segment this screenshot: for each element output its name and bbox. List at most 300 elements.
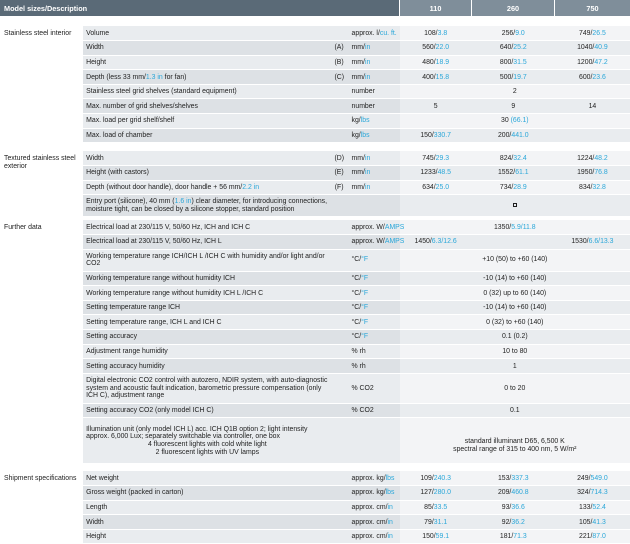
metric-value: % CO2 xyxy=(351,407,374,415)
metric-value: 745/ xyxy=(422,154,436,162)
spec-row xyxy=(0,271,630,286)
dimension-reference xyxy=(332,128,350,143)
unit xyxy=(350,180,400,195)
value-all-models xyxy=(400,359,630,374)
unit xyxy=(350,166,400,181)
imperial-value: lbs xyxy=(385,474,395,482)
value-model-750 xyxy=(555,166,630,181)
spec-row xyxy=(0,151,630,166)
row-description xyxy=(83,515,331,530)
imperial-value: °F xyxy=(361,274,369,282)
metric-value: 1530/ xyxy=(571,238,589,246)
value-model-750 xyxy=(555,515,630,530)
metric-value: 734/ xyxy=(499,183,514,191)
value-model-110 xyxy=(400,235,472,250)
value-model-750 xyxy=(555,500,630,515)
value-all-models xyxy=(400,114,630,129)
imperial-value: 31.1 xyxy=(433,518,448,526)
spec-row xyxy=(0,70,630,85)
value-model-750 xyxy=(555,26,630,41)
spec-row xyxy=(0,235,630,250)
dimension-reference xyxy=(332,373,350,403)
dimension-reference: (A) xyxy=(332,41,350,56)
value-all-models xyxy=(400,330,630,345)
dimension-reference xyxy=(332,195,350,217)
imperial-value: 33.5 xyxy=(433,503,448,511)
dimension-reference xyxy=(332,220,350,235)
metric-value: 93/ xyxy=(501,503,512,511)
imperial-value: 5.9/11.8 xyxy=(511,223,536,231)
metric-value: 249/ xyxy=(577,474,591,482)
value-all-models xyxy=(400,315,630,330)
value-all-models xyxy=(400,344,630,359)
imperial-value: °F xyxy=(361,256,369,264)
metric-value: Stainless steel grid shelves (standard equipment) xyxy=(86,88,237,96)
unit xyxy=(350,128,400,143)
spec-row xyxy=(0,486,630,501)
metric-value: mm/ xyxy=(351,154,365,162)
imperial-value: lbs xyxy=(360,117,370,125)
metric-value: approx. cm/ xyxy=(351,518,388,526)
dimension-reference: (C) xyxy=(332,70,350,85)
value-model-110 xyxy=(400,128,472,143)
imperial-value: AMPS xyxy=(384,223,405,231)
imperial-value: 2.2 in xyxy=(242,183,260,191)
imperial-value: 3.8 xyxy=(437,29,448,37)
imperial-value: 47.2 xyxy=(594,58,608,66)
header-title: Model sizes/Description xyxy=(0,0,400,16)
spec-row xyxy=(0,500,630,515)
dimension-reference xyxy=(332,26,350,41)
value-model-110 xyxy=(400,486,472,501)
metric-value: 133/ xyxy=(579,503,593,511)
metric-value: °C/ xyxy=(351,289,362,297)
metric-value: mm/ xyxy=(351,169,365,177)
imperial-value: 23.6 xyxy=(592,73,606,81)
metric-value: 1233/ xyxy=(420,169,438,177)
imperial-value: °F xyxy=(361,333,369,341)
metric-value: 1200/ xyxy=(577,58,595,66)
table-header xyxy=(0,0,630,16)
row-description xyxy=(83,151,331,166)
metric-value: 127/ xyxy=(420,489,434,497)
metric-value: 400/ xyxy=(422,73,436,81)
imperial-value: 460.8 xyxy=(511,489,529,497)
unit xyxy=(350,403,400,418)
metric-value: mm/ xyxy=(351,58,365,66)
imperial-value: 76.8 xyxy=(594,169,608,177)
metric-value: 5 xyxy=(433,102,438,110)
row-description xyxy=(83,271,331,286)
dimension-reference: (F) xyxy=(332,180,350,195)
spec-row xyxy=(0,403,630,418)
value-model-260 xyxy=(472,529,555,544)
model-750: 750 xyxy=(555,0,630,16)
unit xyxy=(350,330,400,345)
imperial-value: in xyxy=(387,533,393,541)
imperial-value: 52.4 xyxy=(592,503,606,511)
imperial-value: (66.1) xyxy=(510,117,529,125)
row-description xyxy=(83,471,331,486)
value-model-260 xyxy=(472,41,555,56)
metric-value: 1450/ xyxy=(414,238,432,246)
spec-row xyxy=(0,114,630,129)
unit xyxy=(350,529,400,544)
section-stainless xyxy=(0,26,630,143)
row-description xyxy=(83,344,331,359)
spec-row xyxy=(0,249,630,271)
spec-row xyxy=(0,220,630,235)
spec-row xyxy=(0,300,630,315)
model-110: 110 xyxy=(400,0,472,16)
metric-value: 749/ xyxy=(579,29,593,37)
metric-value: % CO2 xyxy=(351,384,374,392)
unit xyxy=(350,235,405,250)
imperial-value: 25.0 xyxy=(435,183,450,191)
value-model-110 xyxy=(400,99,472,114)
spec-row xyxy=(0,41,630,56)
imperial-value: 40.9 xyxy=(594,44,608,52)
metric-value: Electrical load at 230/115 V, 50/60 Hz, ICH and ICH C xyxy=(86,223,251,231)
spec-row xyxy=(0,418,630,464)
value-model-110 xyxy=(400,151,472,166)
dimension-reference xyxy=(332,344,350,359)
section-textured xyxy=(0,151,630,217)
row-description xyxy=(83,235,331,250)
dimension-reference xyxy=(332,403,350,418)
imperial-value: 59.1 xyxy=(435,533,450,541)
dimension-reference: (D) xyxy=(332,151,350,166)
metric-value: 0.1 (0.2) xyxy=(501,333,528,341)
value-model-260 xyxy=(472,151,555,166)
metric-value: Setting accuracy xyxy=(86,333,138,341)
imperial-value: 1.6 in xyxy=(174,198,192,206)
row-description xyxy=(83,220,331,235)
unit xyxy=(350,418,400,464)
imperial-value: 32.4 xyxy=(513,154,527,162)
row-description xyxy=(83,359,331,374)
section-shipment xyxy=(0,471,630,544)
imperial-value: 87.0 xyxy=(592,533,606,541)
row-description xyxy=(83,180,331,195)
metric-value: 834/ xyxy=(579,183,593,191)
imperial-value: 26.5 xyxy=(592,29,606,37)
value-model-260 xyxy=(472,128,555,143)
metric-value: 105/ xyxy=(579,518,593,526)
metric-value: Max. number of grid shelves/shelves xyxy=(86,102,198,110)
metric-value: 10 to 80 xyxy=(502,347,528,355)
dimension-reference xyxy=(332,471,350,486)
value-model-750 xyxy=(555,128,630,143)
row-description xyxy=(83,99,331,114)
value-model-260 xyxy=(472,500,555,515)
metric-value: 324/ xyxy=(577,489,591,497)
metric-value: 1 xyxy=(512,362,517,370)
value-all-models xyxy=(400,220,630,235)
metric-value: 0 (32) to +60 (140) xyxy=(486,318,544,326)
row-description xyxy=(83,315,331,330)
row-description xyxy=(83,373,331,403)
metric-value: 209/ xyxy=(497,489,512,497)
metric-value: Illumination unit (only model ICH L) acc. ICH Q1B option 2; light intensity approx. 6,000 Lux; separately switchable via controller, one box xyxy=(86,425,308,441)
imperial-value: in xyxy=(364,183,371,191)
unit xyxy=(350,99,400,114)
dimension-reference xyxy=(332,500,350,515)
unit xyxy=(350,373,400,403)
value-model-110 xyxy=(400,500,472,515)
metric-value: Working temperature range ICH/ICH L /ICH C with humidity and/or light and/or CO2 xyxy=(86,252,325,268)
metric-value: 108/ xyxy=(424,29,438,37)
imperial-value: 6.3/12.6 xyxy=(431,238,457,246)
value-all-models xyxy=(400,300,630,315)
imperial-value: 441.0 xyxy=(511,131,529,139)
unit xyxy=(350,55,400,70)
imperial-value: 337.3 xyxy=(511,474,529,482)
row-description xyxy=(83,486,331,501)
spec-row xyxy=(0,26,630,41)
metric-value: Setting temperature range ICH xyxy=(86,304,180,312)
metric-value: 221/ xyxy=(579,533,593,541)
imperial-value: lbs xyxy=(385,489,395,497)
value-model-750 xyxy=(555,486,630,501)
dimension-reference xyxy=(332,529,350,544)
metric-value: 30 xyxy=(501,117,511,125)
imperial-value: 22.0 xyxy=(435,44,450,52)
metric-value: approx. cm/ xyxy=(351,503,388,511)
metric-value: Width xyxy=(86,154,104,162)
imperial-value: 48.5 xyxy=(437,169,451,177)
unit xyxy=(350,286,400,301)
metric-value: standard illuminant D65, 6,500 K xyxy=(464,438,565,446)
metric-value: Gross weight (packed in carton) xyxy=(86,489,184,497)
metric-value: kg/ xyxy=(351,117,361,125)
metric-value: Working temperature range without humidity ICH xyxy=(86,274,235,282)
metric-value: Height (with castors) xyxy=(86,169,149,177)
metric-value: Height xyxy=(86,533,107,541)
metric-value: 640/ xyxy=(499,44,514,52)
imperial-value: 61.1 xyxy=(515,169,529,177)
metric-value: 600/ xyxy=(579,73,593,81)
value-model-110 xyxy=(400,166,472,181)
metric-value: 181/ xyxy=(499,533,514,541)
metric-value: % rh xyxy=(351,362,366,370)
value-model-110 xyxy=(400,55,472,70)
imperial-value: in xyxy=(387,518,393,526)
metric-value: 153/ xyxy=(497,474,512,482)
imperial-value: lbs xyxy=(360,131,370,139)
imperial-value: 240.3 xyxy=(433,474,451,482)
value-all-models xyxy=(400,286,630,301)
metric-value: °C/ xyxy=(351,318,362,326)
row-description xyxy=(83,128,331,143)
metric-value: 0 to 20 xyxy=(504,384,526,392)
value-model-750 xyxy=(555,70,630,85)
imperial-value: 18.9 xyxy=(435,58,450,66)
value-model-260 xyxy=(472,70,555,85)
unit xyxy=(350,359,400,374)
metric-value: Adjustment range humidity xyxy=(86,347,168,355)
unit xyxy=(350,41,400,56)
value-all-models xyxy=(400,249,630,271)
unit xyxy=(350,220,405,235)
metric-value: °C/ xyxy=(351,333,362,341)
value-model-110 xyxy=(400,70,472,85)
dimension-reference xyxy=(332,315,350,330)
metric-value: approx. cm/ xyxy=(351,533,388,541)
metric-value: Setting temperature range, ICH L and ICH C xyxy=(86,318,222,326)
row-description xyxy=(83,330,331,345)
unit xyxy=(350,195,400,217)
row-description xyxy=(83,195,331,217)
value-model-750 xyxy=(555,471,630,486)
imperial-value: 41.3 xyxy=(592,518,606,526)
spec-row xyxy=(0,471,630,486)
metric-value: 1552/ xyxy=(497,169,516,177)
dimension-reference xyxy=(332,271,350,286)
metric-value: Max. load per grid shelf/shelf xyxy=(86,117,175,125)
dimension-reference: (E) xyxy=(332,166,350,181)
metric-value: approx. W/ xyxy=(351,238,385,246)
metric-value: Depth (less 33 mm/ xyxy=(86,73,146,81)
spec-row xyxy=(0,180,630,195)
row-description xyxy=(83,500,331,515)
metric-value: mm/ xyxy=(351,73,365,81)
metric-value: 560/ xyxy=(422,44,436,52)
row-description xyxy=(83,529,331,544)
metric-value: 480/ xyxy=(422,58,436,66)
metric-value: 85/ xyxy=(424,503,434,511)
value-all-models xyxy=(400,418,630,464)
unit xyxy=(350,114,400,129)
section-label: Further data xyxy=(0,220,83,464)
imperial-value: 1.3 in xyxy=(145,73,163,81)
imperial-value: 9.0 xyxy=(515,29,525,37)
imperial-value: in xyxy=(364,169,371,177)
unit xyxy=(350,344,400,359)
metric-value: ) clear diameter, for introducing connections, moisture tight, can be closed by a silicone stopper, standard position xyxy=(86,198,328,213)
metric-value: °C/ xyxy=(351,274,362,282)
metric-value: Entry port (silicone), 40 mm ( xyxy=(86,198,175,206)
dimension-reference xyxy=(332,114,350,129)
imperial-value: in xyxy=(364,58,371,66)
spec-row xyxy=(0,373,630,403)
illumination-detail: 4 fluorescent lights with cold white light xyxy=(147,440,267,448)
imperial-value: 280.0 xyxy=(433,489,451,497)
imperial-value: °F xyxy=(361,318,369,326)
metric-value: approx. W/ xyxy=(351,223,385,231)
row-description xyxy=(83,300,331,315)
imperial-value: 32.8 xyxy=(592,183,606,191)
spec-row xyxy=(0,515,630,530)
imperial-value: 714.3 xyxy=(590,489,608,497)
metric-value: Height xyxy=(86,58,107,66)
section-label: Textured stainless steel exterior xyxy=(0,151,83,217)
metric-value: 0.1 xyxy=(509,407,520,415)
metric-value: approx. l/ xyxy=(351,29,380,37)
row-description xyxy=(83,55,331,70)
value-model-110 xyxy=(400,471,472,486)
value-model-260 xyxy=(472,166,555,181)
unit xyxy=(350,271,400,286)
imperial-value: 71.3 xyxy=(513,533,527,541)
imperial-value: 31.5 xyxy=(513,58,527,66)
value-model-750 xyxy=(555,235,630,250)
illumination-detail: 2 fluorescent lights with UV lamps xyxy=(155,448,260,456)
dimension-reference xyxy=(332,359,350,374)
value-model-260 xyxy=(472,486,555,501)
metric-value: -10 (14) to +60 (140) xyxy=(483,274,547,282)
row-description xyxy=(83,249,331,271)
metric-value: 200/ xyxy=(497,131,512,139)
value-all-models xyxy=(400,195,630,217)
section-further xyxy=(0,220,630,464)
value-model-110 xyxy=(400,41,472,56)
spec-row xyxy=(0,330,630,345)
metric-value: approx. kg/ xyxy=(351,474,386,482)
metric-value: Volume xyxy=(86,29,110,37)
value-model-110 xyxy=(400,26,472,41)
spec-row xyxy=(0,529,630,544)
metric-value: 1040/ xyxy=(577,44,595,52)
metric-value: 500/ xyxy=(499,73,514,81)
spec-row xyxy=(0,195,630,217)
metric-value: +10 (50) to +60 (140) xyxy=(482,256,548,264)
value-model-110 xyxy=(400,529,472,544)
metric-value: Width xyxy=(86,44,104,52)
spec-row xyxy=(0,55,630,70)
metric-value: 0 (32) up to 60 (140) xyxy=(483,289,547,297)
value-model-260 xyxy=(472,99,555,114)
spec-row xyxy=(0,344,630,359)
dimension-reference xyxy=(332,486,350,501)
metric-value: for fan) xyxy=(162,73,187,81)
imperial-value: in xyxy=(364,44,371,52)
unit xyxy=(350,26,400,41)
imperial-value: 6.6/13.3 xyxy=(588,238,614,246)
value-model-750 xyxy=(555,99,630,114)
metric-value: 150/ xyxy=(420,131,434,139)
value-model-110 xyxy=(400,180,472,195)
metric-value: 256/ xyxy=(501,29,516,37)
spec-row xyxy=(0,84,630,99)
metric-value: Digital electronic CO2 control with autozero, NDIR system, with auto-diagnostic system and acoustic fault indication, barometric pressure compensation (only ICH C), adjustment range xyxy=(86,376,328,400)
dimension-reference xyxy=(332,84,350,99)
metric-value: Working temperature range without humidity ICH L /ICH C xyxy=(86,289,264,297)
metric-value: 1350/ xyxy=(493,223,512,231)
metric-value: 1950/ xyxy=(577,169,595,177)
dimension-reference xyxy=(332,515,350,530)
unit xyxy=(350,500,400,515)
imperial-value: in xyxy=(387,503,393,511)
value-model-750 xyxy=(555,151,630,166)
imperial-value: 15.8 xyxy=(435,73,450,81)
imperial-value: °F xyxy=(361,289,369,297)
value-all-models xyxy=(400,84,630,99)
row-description xyxy=(83,41,331,56)
value-model-750 xyxy=(555,180,630,195)
metric-value: 9 xyxy=(511,102,516,110)
value-model-260 xyxy=(472,180,555,195)
value-all-models xyxy=(400,271,630,286)
metric-value: -10 (14) to +60 (140) xyxy=(483,304,547,312)
value-all-models xyxy=(400,403,630,418)
imperial-value: °F xyxy=(361,304,369,312)
metric-value: number xyxy=(351,88,375,96)
row-description xyxy=(83,26,331,41)
unit xyxy=(350,300,400,315)
row-description xyxy=(83,418,331,464)
metric-value: % rh xyxy=(351,347,366,355)
